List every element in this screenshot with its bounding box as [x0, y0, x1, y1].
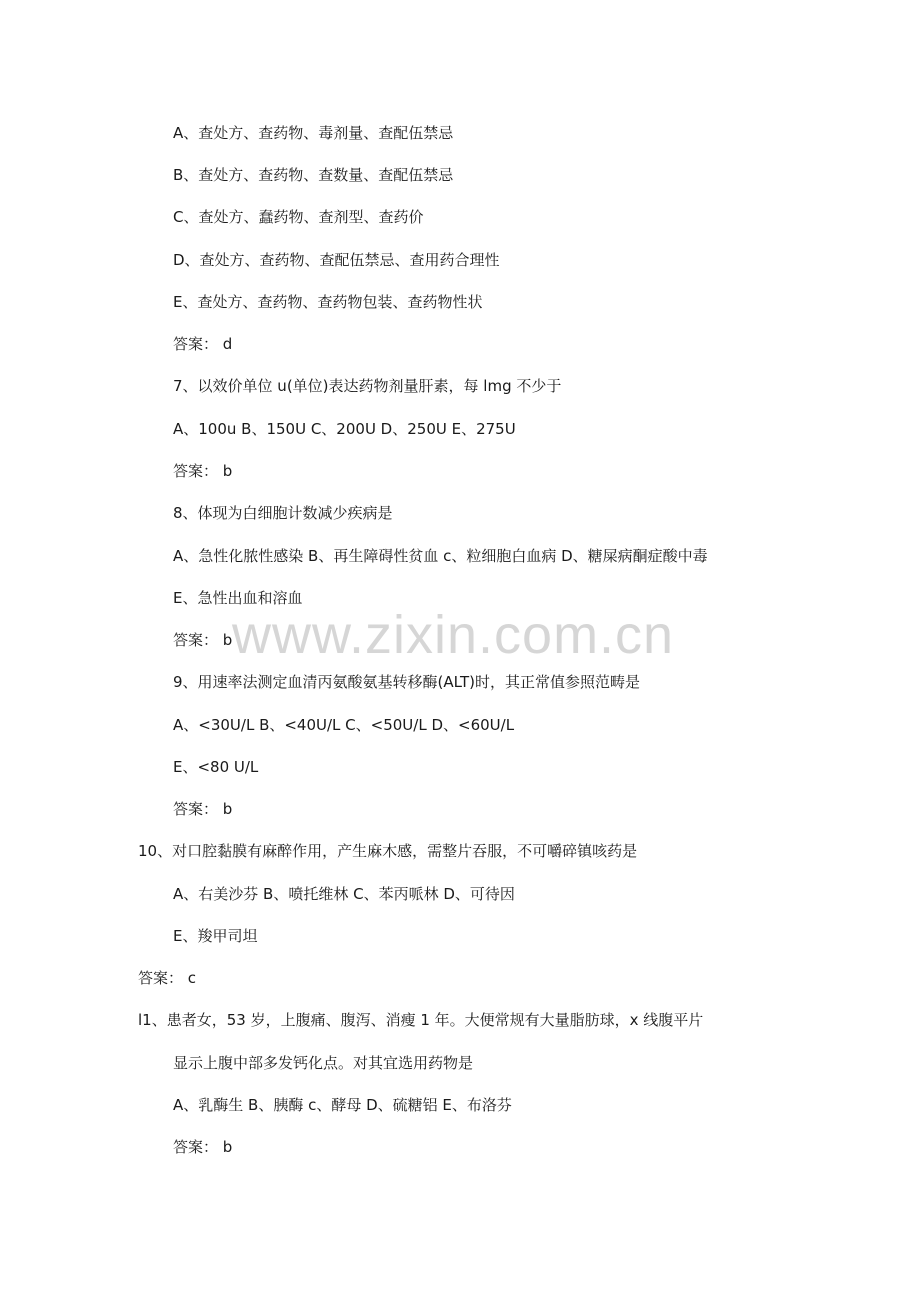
- q9-answer: 答案： b: [173, 800, 233, 818]
- q10-answer: 答案： c: [138, 969, 197, 987]
- q8-options-line2: E、急性出血和溶血: [173, 589, 303, 607]
- q10-question: 10、对口腔黏膜有麻醉作用，产生麻木感，需整片吞服，不可嚼碎镇咳药是: [138, 842, 638, 860]
- q6-option-c: C、查处方、蠢药物、查剂型、查药价: [173, 208, 424, 226]
- q9-question: 9、用速率法测定血清丙氨酸氨基转移酶(ALT)时，其正常值参照范畴是: [173, 673, 640, 691]
- q11-question-line2: 显示上腹中部多发钙化点。对其宜选用药物是: [173, 1054, 474, 1072]
- q11-options: A、乳酶生 B、胰酶 c、酵母 D、硫糖铝 E、布洛芬: [173, 1096, 512, 1114]
- q10-options-line2: E、羧甲司坦: [173, 927, 258, 945]
- q8-answer: 答案： b: [173, 631, 233, 649]
- q8-options-line1: A、急性化脓性感染 B、再生障碍性贫血 c、粒细胞白血病 D、糖屎病酮症酸中毒: [173, 547, 708, 565]
- q11-question-line1: l1、患者女，53 岁，上腹痛、腹泻、消瘦 1 年。大便常规有大量脂肪球，x 线腹平片: [138, 1011, 704, 1029]
- q9-options-line2: E、<80 U/L: [173, 758, 259, 776]
- watermark: www.zixin.com.cn: [232, 605, 675, 665]
- q11-answer: 答案： b: [173, 1138, 233, 1156]
- q10-options-line1: A、右美沙芬 B、喷托维林 C、苯丙哌林 D、可待因: [173, 885, 515, 903]
- q6-option-a: A、查处方、查药物、毒剂量、查配伍禁忌: [173, 124, 454, 142]
- q8-question: 8、体现为白细胞计数减少疾病是: [173, 504, 393, 522]
- q7-options: A、100u B、150U C、200U D、250U E、275U: [173, 420, 516, 438]
- q6-answer: 答案： d: [173, 335, 233, 353]
- q6-option-d: D、查处方、查药物、查配伍禁忌、查用药合理性: [173, 251, 500, 269]
- q9-options-line1: A、<30U/L B、<40U/L C、<50U/L D、<60U/L: [173, 716, 515, 734]
- q7-answer: 答案： b: [173, 462, 233, 480]
- q7-question: 7、以效价单位 u(单位)表达药物剂量肝素，每 lmg 不少于: [173, 377, 562, 395]
- q6-option-b: B、查处方、查药物、查数量、查配伍禁忌: [173, 166, 454, 184]
- q6-option-e: E、查处方、查药物、查药物包装、查药物性状: [173, 293, 483, 311]
